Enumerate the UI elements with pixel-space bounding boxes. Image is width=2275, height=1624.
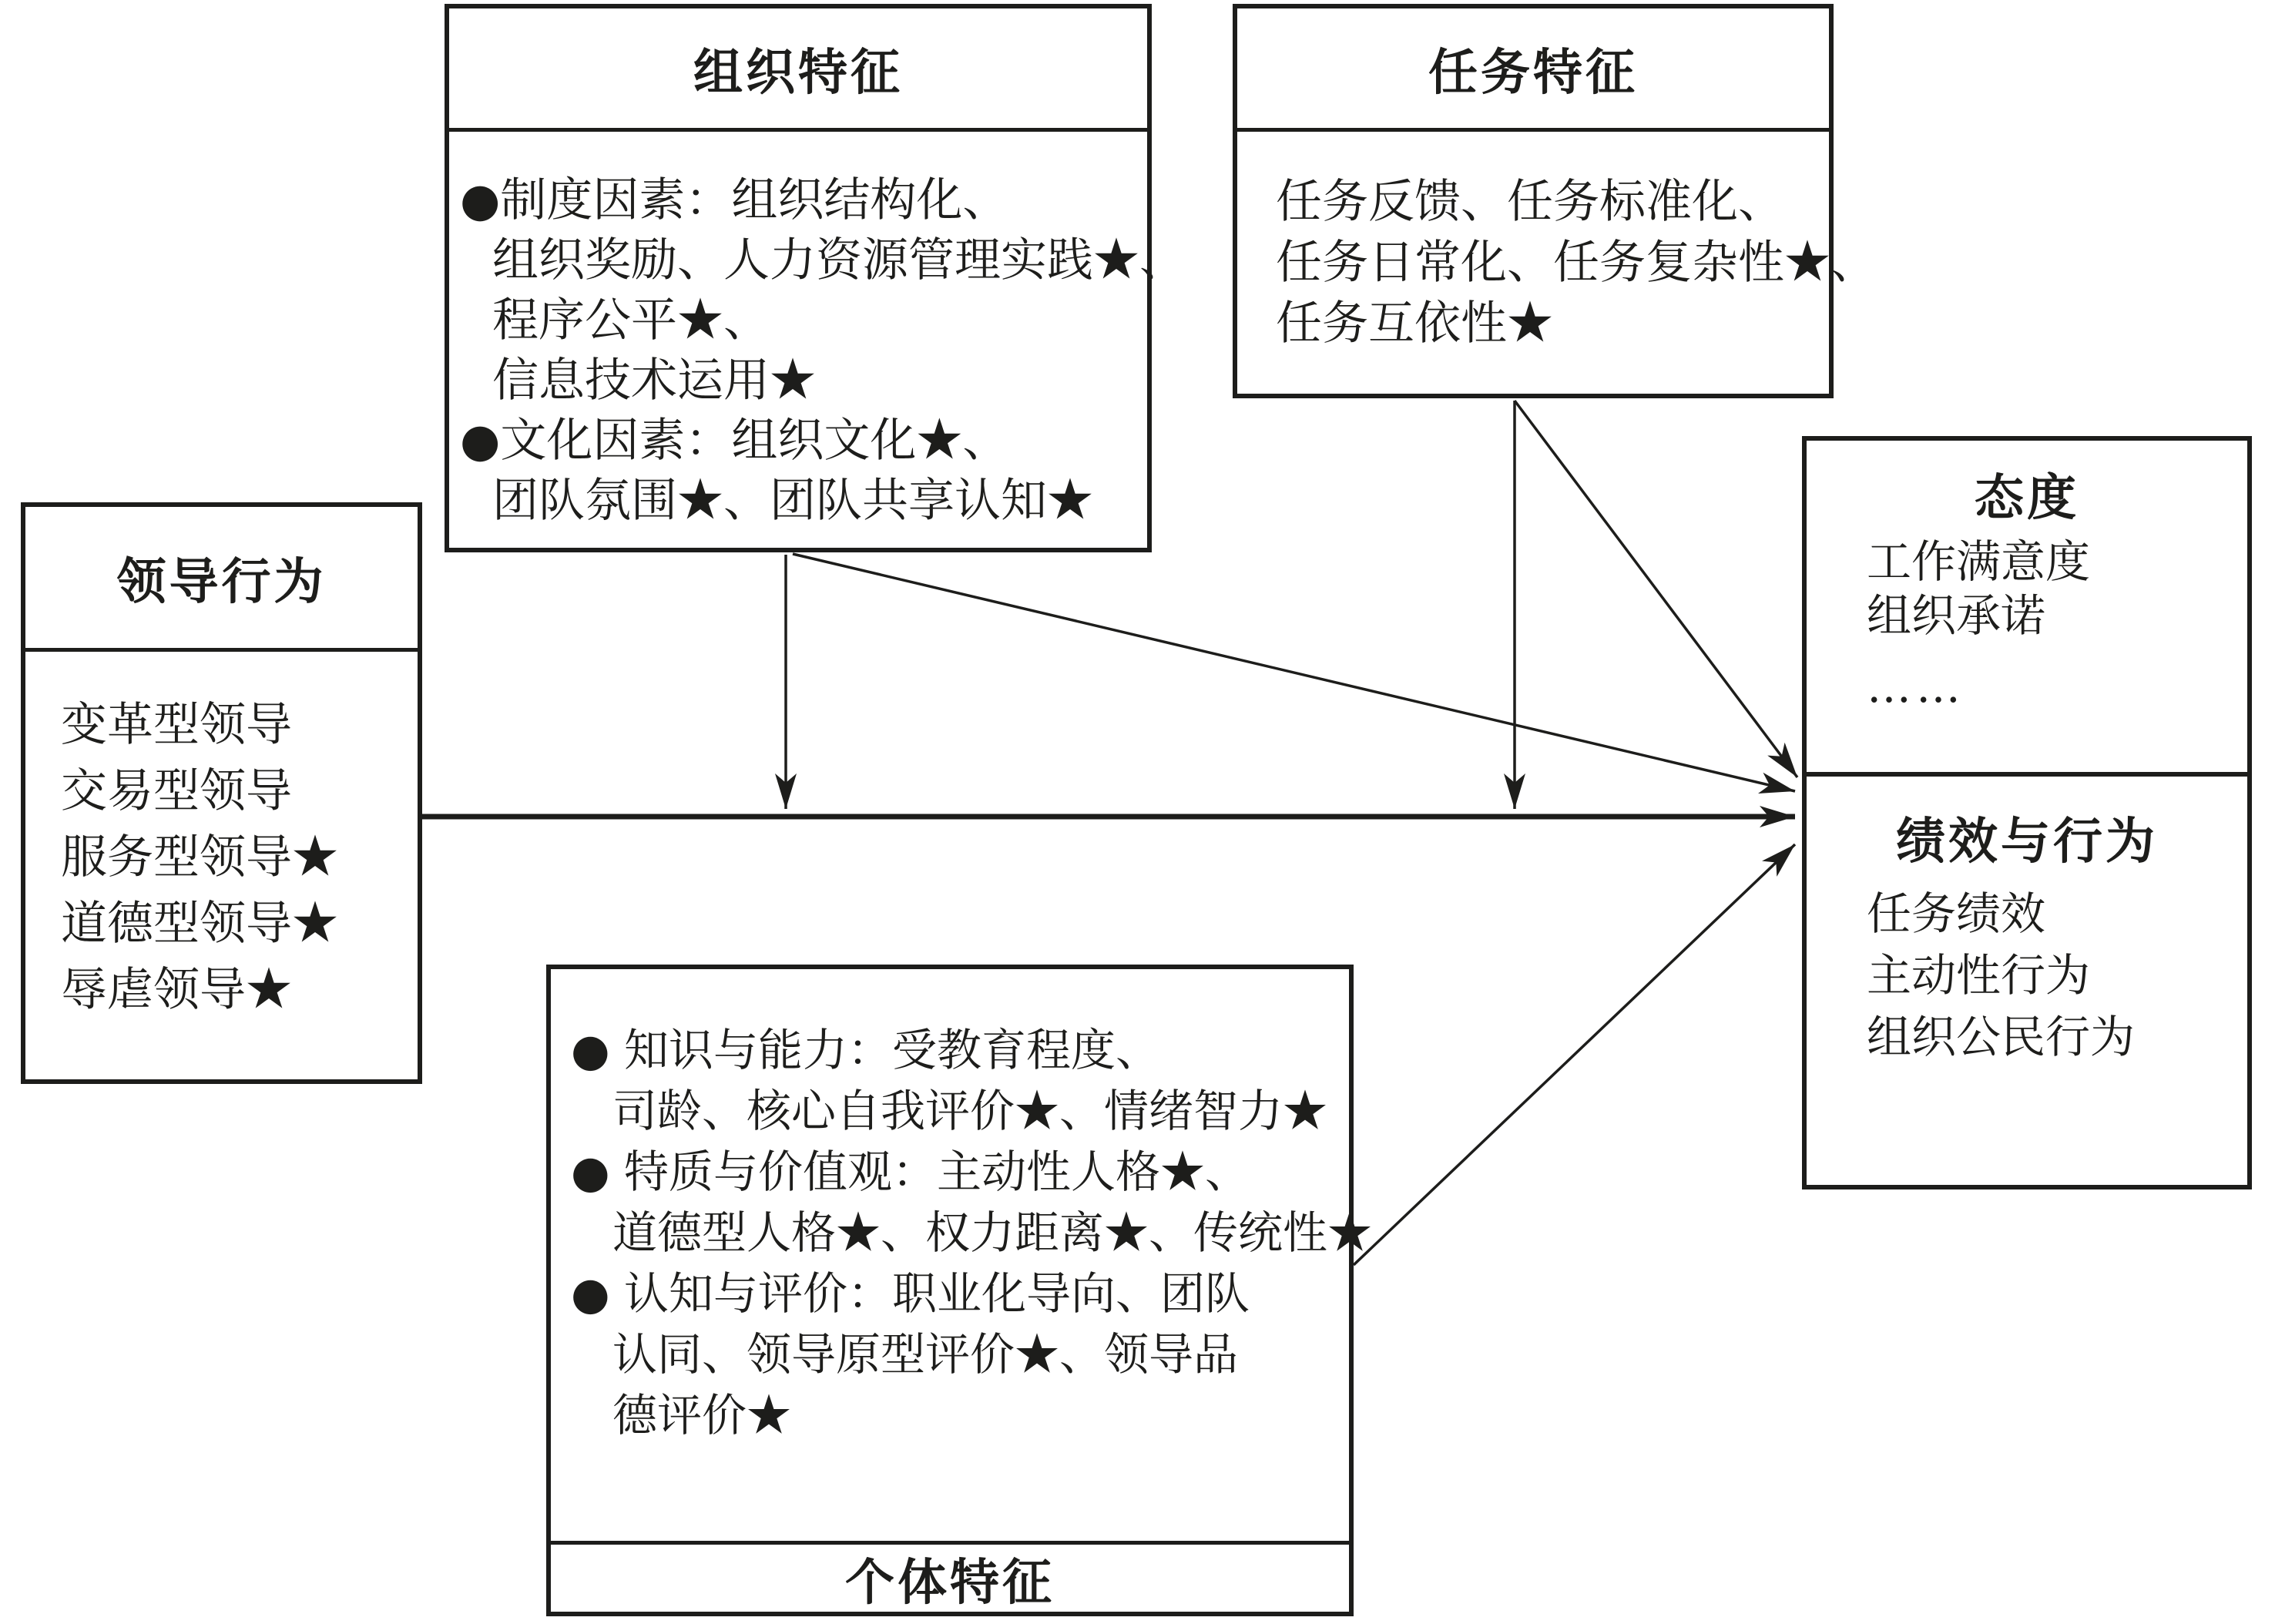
attitude-line: 工作满意度 xyxy=(1867,535,2091,588)
org-line: 团队氛围★、团队共享认知★ xyxy=(492,474,1093,528)
leader-line: 道德型领导★ xyxy=(61,897,338,951)
org-line: ●制度因素：组织结构化、 xyxy=(460,173,1009,227)
org-line: 信息技术运用★ xyxy=(492,354,816,408)
box-attitude xyxy=(1802,436,2252,772)
leader-line: 交易型领导 xyxy=(61,764,292,818)
task-box-body xyxy=(1237,132,1877,354)
arrow-task-to-performance xyxy=(1515,401,1797,777)
performance-line: 主动性行为 xyxy=(1867,949,2091,1002)
individual-line: 德评价★ xyxy=(612,1389,792,1441)
performance-box-title: 绩效与行为 xyxy=(1896,813,2158,871)
attitude-box-title: 态度 xyxy=(1975,469,2079,527)
task-box-title: 任务特征 xyxy=(1237,8,1829,132)
org-box-body xyxy=(449,132,1186,531)
arrow-individual-to-performance xyxy=(1354,844,1795,1265)
leader-box-body xyxy=(25,652,418,1023)
individual-line: 道德型人格★、权力距离★、传统性★ xyxy=(612,1206,1373,1259)
performance-line: 组织公民行为 xyxy=(1867,1011,2136,1063)
org-line: 程序公平★、 xyxy=(492,294,770,347)
org-box-title: 组织特征 xyxy=(449,8,1147,132)
box-performance-and-behavior xyxy=(1802,772,2252,1189)
box-task-characteristics xyxy=(1233,4,1877,398)
org-line: ●文化因素：组织文化★、 xyxy=(460,414,1009,468)
arrow-org-to-performance xyxy=(793,554,1795,791)
individual-line: ● 特质与价值观：主动性人格★、 xyxy=(571,1146,1250,1198)
task-line: 任务日常化、任务复杂性★、 xyxy=(1276,236,1877,290)
task-line: 任务互依性★ xyxy=(1276,297,1553,351)
individual-line: ● 认知与评价：职业化导向、团队 xyxy=(571,1267,1250,1320)
individual-line: ● 知识与能力：受教育程度、 xyxy=(571,1024,1161,1076)
attitude-ellipsis: …… xyxy=(1867,660,1965,713)
box-organizational-characteristics xyxy=(445,4,1186,552)
individual-box-title: 个体特征 xyxy=(551,1541,1349,1612)
leader-line: 变革型领导 xyxy=(61,698,292,752)
attitude-line: 组织承诺 xyxy=(1867,589,2046,642)
task-line: 任务反馈、任务标准化、 xyxy=(1276,175,1784,229)
leader-line: 辱虐领导★ xyxy=(61,963,292,1017)
leader-line: 服务型领导★ xyxy=(61,830,338,884)
box-leadership-behavior xyxy=(21,502,422,1084)
individual-line: 司龄、核心自我评价★、情绪智力★ xyxy=(612,1085,1328,1137)
performance-box-body xyxy=(1807,875,2247,1068)
leader-box-title: 领导行为 xyxy=(25,507,418,652)
box-individual-characteristics xyxy=(546,965,1373,1616)
performance-line: 任务绩效 xyxy=(1867,887,2046,940)
attitude-box-body xyxy=(1807,525,2247,713)
individual-line: 认同、领导原型评价★、领导品 xyxy=(612,1328,1239,1381)
individual-box-body xyxy=(551,969,1373,1541)
org-line: 组织奖励、人力资源管理实践★、 xyxy=(492,233,1186,287)
